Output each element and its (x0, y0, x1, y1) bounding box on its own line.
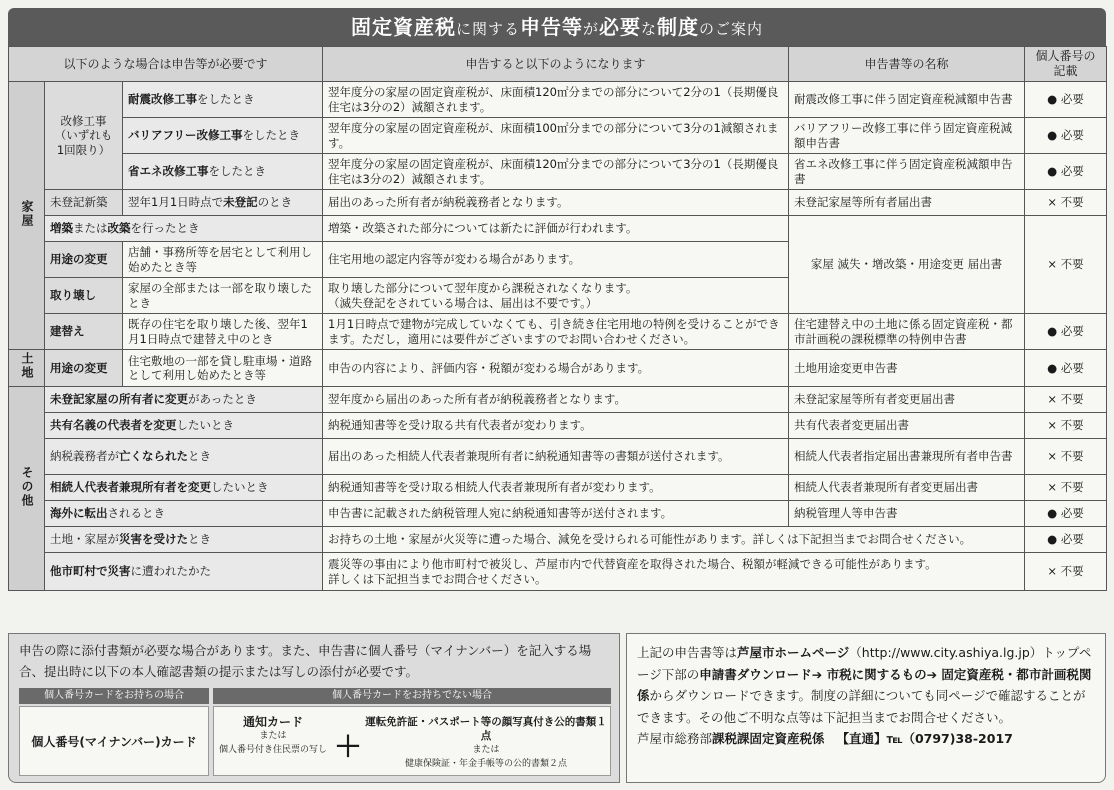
subcategory-cell: 用途の変更 (45, 350, 123, 387)
condition-cell (123, 154, 323, 190)
condition-bold: 災害を受けた (119, 532, 188, 547)
condition-bold: 他市町村で災害 (50, 564, 131, 579)
condition-text: に遭われたかた (130, 564, 211, 579)
condition-bold: 亡くなられた (119, 449, 188, 464)
table-header-row (9, 47, 1107, 82)
mynumber-cell: × 不要 (1025, 475, 1107, 501)
title-part: に関する (455, 20, 520, 38)
form-cell: 土地用途変更申告書 (789, 350, 1025, 387)
condition-cell (45, 475, 323, 501)
result-cell: 翌年度から届出のあった所有者が納税義務者となります。 (323, 387, 789, 413)
header-condition: 以下のような場合は申告等が必要です (9, 47, 323, 82)
id-documents-note (8, 633, 620, 783)
condition-text: したいとき (176, 418, 234, 433)
table-row (9, 314, 1107, 350)
condition-cell (45, 527, 323, 553)
condition-cell (123, 190, 323, 216)
option-b1: 運転免許証・パスポート等の顔写真付き公的書類１点 (365, 716, 607, 742)
result-cell: お持ちの土地・家屋が火災等に遭った場合、減免を受けられる可能性があります。詳しくは下記担当までお問合せください。 (323, 527, 1025, 553)
condition-bold: 増築 (50, 221, 73, 236)
condition-cell (123, 82, 323, 118)
option-or: または (472, 745, 500, 755)
table-row (9, 553, 1107, 591)
table-row (9, 387, 1107, 413)
condition-text: をしたとき (208, 164, 266, 179)
subcategory-cell: 取り壊し (45, 278, 123, 314)
mynumber-card-box: 個人番号(マイナンバー)カード (19, 706, 209, 776)
plus-icon: ＋ (334, 730, 363, 763)
table-row (9, 216, 1107, 242)
condition-text: があったとき (188, 392, 257, 407)
header-mynumber: 個人番号の記載 (1025, 47, 1107, 82)
condition-text: されるとき (107, 506, 165, 521)
result-cell: 申告書に記載された納税管理人宛に納税通知書等が送付されます。 (323, 501, 789, 527)
condition-cell: 住宅敷地の一部を貸し駐車場・道路として利用し始めたとき等 (123, 350, 323, 387)
condition-text: したいとき (211, 480, 269, 495)
option-a2: 個人番号付き住民票の写し (218, 745, 327, 755)
condition-cell: 既存の住宅を取り壊した後、翌年1月1日時点で建替え中のとき (123, 314, 323, 350)
condition-cell: 家屋の全部または一部を取り壊したとき (123, 278, 323, 314)
condition-text: または (73, 221, 108, 236)
mynumber-cell: × 不要 (1025, 190, 1107, 216)
form-cell: バリアフリー改修工事に伴う固定資産税減額申告書 (789, 118, 1025, 154)
contact-phone: 【直通】℡（0797)38-2017 (836, 731, 1013, 746)
contact-dept: 芦屋市総務部 (637, 731, 713, 746)
title-part: が (582, 20, 599, 38)
condition-cell (123, 118, 323, 154)
form-cell: 省エネ改修工事に伴う固定資産税減額申告書 (789, 154, 1025, 190)
photo-id-option (364, 715, 608, 771)
form-cell: 住宅建替え中の土地に係る固定資産税・都市計画税の課税標準の特例申告書 (789, 314, 1025, 350)
condition-bold: バリアフリー改修工事 (128, 128, 243, 143)
condition-cell (45, 501, 323, 527)
header-result: 申告すると以下のようになります (323, 47, 789, 82)
result-cell: 納税通知書等を受け取る相続人代表者兼現所有者が変わります。 (323, 475, 789, 501)
result-cell: 届出のあった所有者が納税義務者となります。 (323, 190, 789, 216)
mynumber-cell: ● 必要 (1025, 501, 1107, 527)
form-cell: 相続人代表者兼現所有者変更届出書 (789, 475, 1025, 501)
category-land (9, 350, 45, 387)
subcategory-cell: 建替え (45, 314, 123, 350)
table-row (9, 154, 1107, 190)
condition-cell (45, 413, 323, 439)
mynumber-cell: × 不要 (1025, 387, 1107, 413)
category-other (9, 387, 45, 591)
condition-text: とき (188, 532, 211, 547)
result-cell: 取り壊した部分について翌年度から課税されなくなります。 （滅失登記をされている場合は、届出は不要です。） (323, 278, 789, 314)
condition-bold: 未登記家屋の所有者に変更 (50, 392, 188, 407)
table-row (9, 527, 1107, 553)
mynumber-cell: × 不要 (1025, 553, 1107, 591)
info-text: からダウンロードできます。制度の詳細についても同ページで確認することができます。その他ご不明な点等は下記担当までお問合せください。 (637, 688, 1086, 725)
form-cell: 家屋 滅失・增改築・用途変更 届出書 (789, 216, 1025, 314)
table-row (9, 439, 1107, 475)
title-part: 必要 (599, 15, 641, 39)
condition-cell (45, 387, 323, 413)
result-cell: 増築・改築された部分については新たに評価が行われます。 (323, 216, 789, 242)
option-b2: 健康保険証・年金手帳等の公的書類２点 (404, 759, 567, 769)
result-cell: 納税通知書等を受け取る共有代表者が変わります。 (323, 413, 789, 439)
info-text: （http://www.city.ashiya.lg.jp）トップページ下部の (637, 645, 1092, 682)
contact-section: 課税課固定資産税係 (712, 731, 825, 746)
renovation-label: 改修工事 （いずれも 1回限り） (45, 82, 123, 190)
condition-text: をしたとき (242, 128, 301, 143)
title-part: 申告等 (519, 15, 583, 39)
option-or: または (259, 731, 287, 741)
header-form: 申告書等の名称 (789, 47, 1025, 82)
condition-text: を行ったとき (130, 221, 200, 236)
option-a1: 通知カード (242, 715, 303, 729)
mynumber-cell: ● 必要 (1025, 527, 1107, 553)
table-row (9, 82, 1107, 118)
form-cell: 耐震改修工事に伴う固定資産税減額申告書 (789, 82, 1025, 118)
mynumber-cell: ● 必要 (1025, 118, 1107, 154)
title-part: のご案内 (699, 20, 764, 38)
title-part: 固定資産税 (350, 15, 456, 39)
condition-text: 土地・家屋が (50, 532, 119, 547)
without-card-box (213, 706, 611, 776)
without-card-header: 個人番号カードをお持ちでない場合 (213, 688, 611, 704)
mynumber-cell: × 不要 (1025, 439, 1107, 475)
note-text: 申告の際に添付書類が必要な場合があります。また、申告書に個人番号（マイナンバー）を記入する場合、提出時に以下の本人確認書類の提示または写しの添付が必要です。 (19, 643, 592, 679)
result-cell: 翌年度分の家屋の固定資産税が、床面積120㎡分までの部分について3分の1（長期優良住宅は3分の2）減額されます。 (323, 154, 789, 190)
mynumber-cell: × 不要 (1025, 413, 1107, 439)
mynumber-cell: ● 必要 (1025, 154, 1107, 190)
form-cell: 相続人代表者指定届出書兼現所有者申告書 (789, 439, 1025, 475)
result-cell: 住宅用地の認定内容等が変わる場合があります。 (323, 242, 789, 278)
result-cell: 申告の内容により、評価内容・税額が変わる場合があります。 (323, 350, 789, 387)
category-label: その他 (20, 465, 34, 508)
id-requirements (19, 688, 611, 778)
info-text: 上記の申告書等は (637, 645, 738, 660)
mynumber-cell: ● 必要 (1025, 82, 1107, 118)
condition-text: をしたとき (197, 92, 255, 107)
condition-bold: 改築 (107, 221, 131, 236)
page-title (8, 8, 1106, 46)
condition-bold: 海外に転出 (50, 506, 108, 521)
result-cell: 翌年度分の家屋の固定資産税が、床面積120㎡分までの部分について2分の1（長期優良住宅は3分の2）減額されます。 (323, 82, 789, 118)
table-row (9, 190, 1107, 216)
condition-bold: 相続人代表者兼現所有者を変更 (50, 480, 211, 495)
with-card-header: 個人番号カードをお持ちの場合 (19, 688, 209, 704)
condition-text: とき (188, 449, 211, 464)
form-cell: 納税管理人等申告書 (789, 501, 1025, 527)
condition-bold: 耐震改修工事 (128, 92, 197, 107)
download-info (626, 633, 1106, 783)
condition-bold: 省エネ改修工事 (128, 164, 209, 179)
form-cell: 未登記家屋等所有者届出書 (789, 190, 1025, 216)
result-cell: 届出のあった相続人代表者兼現所有者に納税通知書等の書類が送付されます。 (323, 439, 789, 475)
table-row (9, 501, 1107, 527)
mynumber-cell: ● 必要 (1025, 314, 1107, 350)
condition-text: のとき (257, 195, 293, 210)
notification-card-option (218, 715, 328, 757)
mynumber-cell: × 不要 (1025, 216, 1107, 314)
condition-bold: 未登記 (223, 195, 258, 210)
condition-cell (45, 216, 323, 242)
result-cell: 1月1日時点で建物が完成していなくても、引き続き住宅用地の特例を受けることができます。ただし，適用には要件がございますのでお問い合わせください。 (323, 314, 789, 350)
title-part: 制度 (657, 15, 700, 39)
form-cell: 共有代表者変更届出書 (789, 413, 1025, 439)
category-label: 家屋 (20, 199, 34, 228)
table-row (9, 350, 1107, 387)
condition-bold: 共有名義の代表者を変更 (50, 418, 177, 433)
condition-text: 翌年1月1日時点で (128, 195, 224, 210)
table-row (9, 475, 1107, 501)
download-path: 申請書ダウンロード➔ 市税に関するもの➔ 固定資産税・都市計画税関係 (637, 666, 1092, 703)
condition-cell (45, 553, 323, 591)
table-row (9, 118, 1107, 154)
condition-cell (45, 439, 323, 475)
table-row (9, 413, 1107, 439)
mynumber-cell: ● 必要 (1025, 350, 1107, 387)
category-label: 土地 (20, 352, 34, 380)
form-cell: 未登記家屋等所有者変更届出書 (789, 387, 1025, 413)
condition-cell: 店舗・事務所等を居宅として利用し始めたとき等 (123, 242, 323, 278)
procedures-table (8, 46, 1107, 591)
subcategory-cell: 未登記新築 (45, 190, 123, 216)
result-cell: 震災等の事由により他市町村で被災し、芦屋市内で代替資産を取得された場合、税額が軽減できる可能性があります。 詳しくは下記担当までお問合せください。 (323, 553, 1025, 591)
homepage-link[interactable]: 芦屋市ホームページ (737, 645, 850, 660)
title-part: な (641, 20, 658, 38)
result-cell: 翌年度分の家屋の固定資産税が、床面積100㎡分までの部分について3分の1減額されます。 (323, 118, 789, 154)
condition-text: 納税義務者が (50, 449, 119, 464)
subcategory-cell: 用途の変更 (45, 242, 123, 278)
category-house (9, 82, 45, 350)
